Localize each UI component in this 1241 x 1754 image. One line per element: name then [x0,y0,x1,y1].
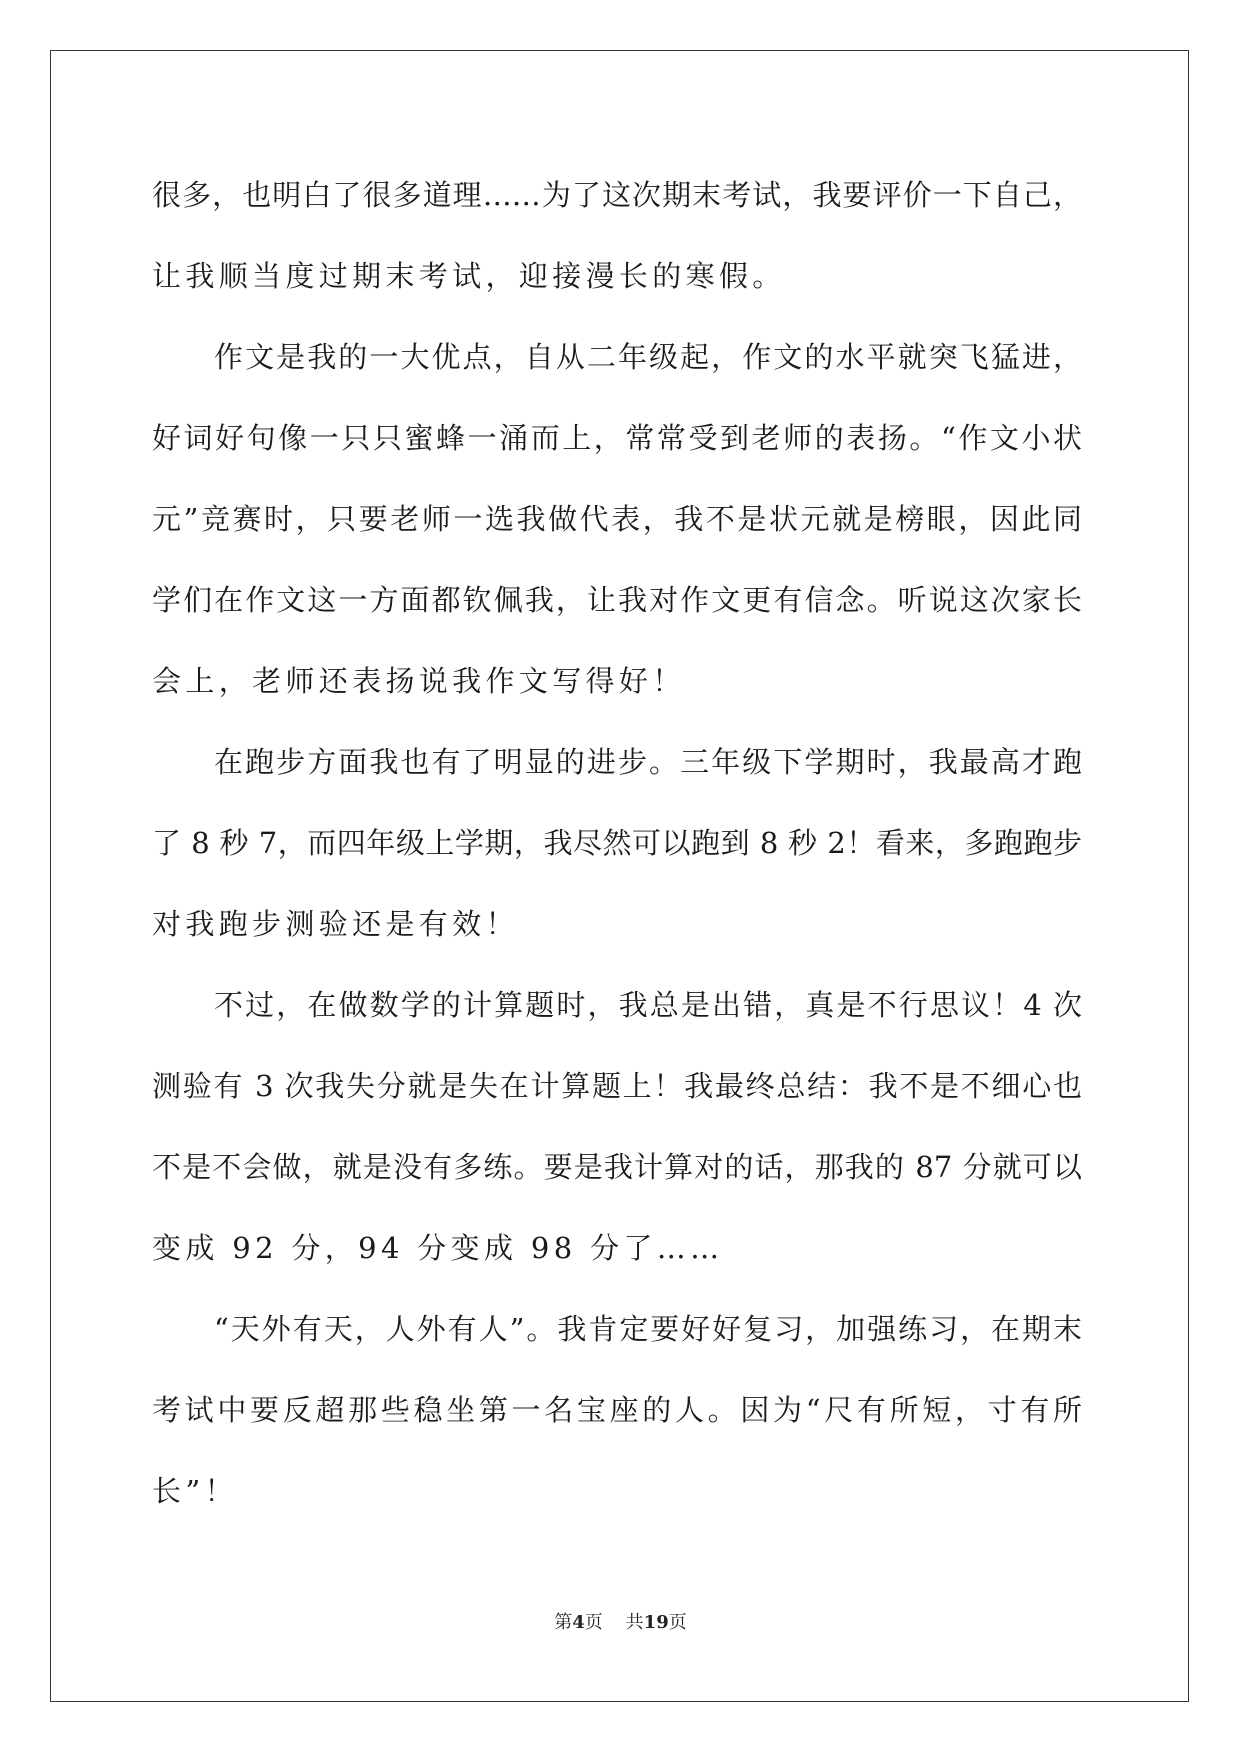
text-line: 让我顺当度过期末考试，迎接漫长的寒假。 [152,259,786,293]
footer-total-prefix: 共 [625,1612,644,1633]
text-line: 学们在作文这一方面都钦佩我，让我对作文更有信念。听说这次家长 [152,583,1082,617]
document-body [152,155,1082,1532]
text-line: 会上，老师还表扬说我作文写得好！ [152,664,686,698]
text-line: 作文是我的一大优点，自从二年级起，作文的水平就突飞猛进， [214,340,1082,374]
text-line: 长”！ [152,1474,238,1508]
text-line: 考试中要反超那些稳坐第一名宝座的人。因为“尺有所短，寸有所 [152,1393,1082,1427]
text-line: 变成 92 分，94 分变成 98 分了…… [152,1231,724,1265]
text-line: 不是不会做，就是没有多练。要是我计算对的话，那我的 87 分就可以 [152,1150,1082,1184]
text-line: 对我跑步测验还是有效！ [152,907,519,941]
text-line: 元”竞赛时，只要老师一选我做代表，我不是状元就是榜眼，因此同 [152,502,1082,536]
footer-prefix: 第 [554,1612,573,1633]
text-line: “天外有天，人外有人”。我肯定要好好复习，加强练习，在期末 [214,1312,1082,1346]
text-line: 很多，也明白了很多道理……为了这次期末考试，我要评价一下自己， [152,178,1082,212]
footer-total-pages: 19 [643,1612,669,1633]
text-line: 了 8 秒 7，而四年级上学期，我尽然可以跑到 8 秒 2！看来，多跑跑步 [152,826,1082,860]
footer-total-suffix: 页 [668,1612,687,1633]
text-line: 好词好句像一只只蜜蜂一涌而上，常常受到老师的表扬。“作文小状 [152,421,1082,455]
footer-page-number: 4 [572,1612,585,1633]
text-line: 不过，在做数学的计算题时，我总是出错，真是不行思议！4 次 [214,988,1082,1022]
text-line: 测验有 3 次我失分就是失在计算题上！我最终总结：我不是不细心也 [152,1069,1082,1103]
page-footer [0,1608,1241,1634]
text-line: 在跑步方面我也有了明显的进步。三年级下学期时，我最高才跑 [214,745,1082,779]
footer-page-suffix: 页 [584,1612,603,1633]
